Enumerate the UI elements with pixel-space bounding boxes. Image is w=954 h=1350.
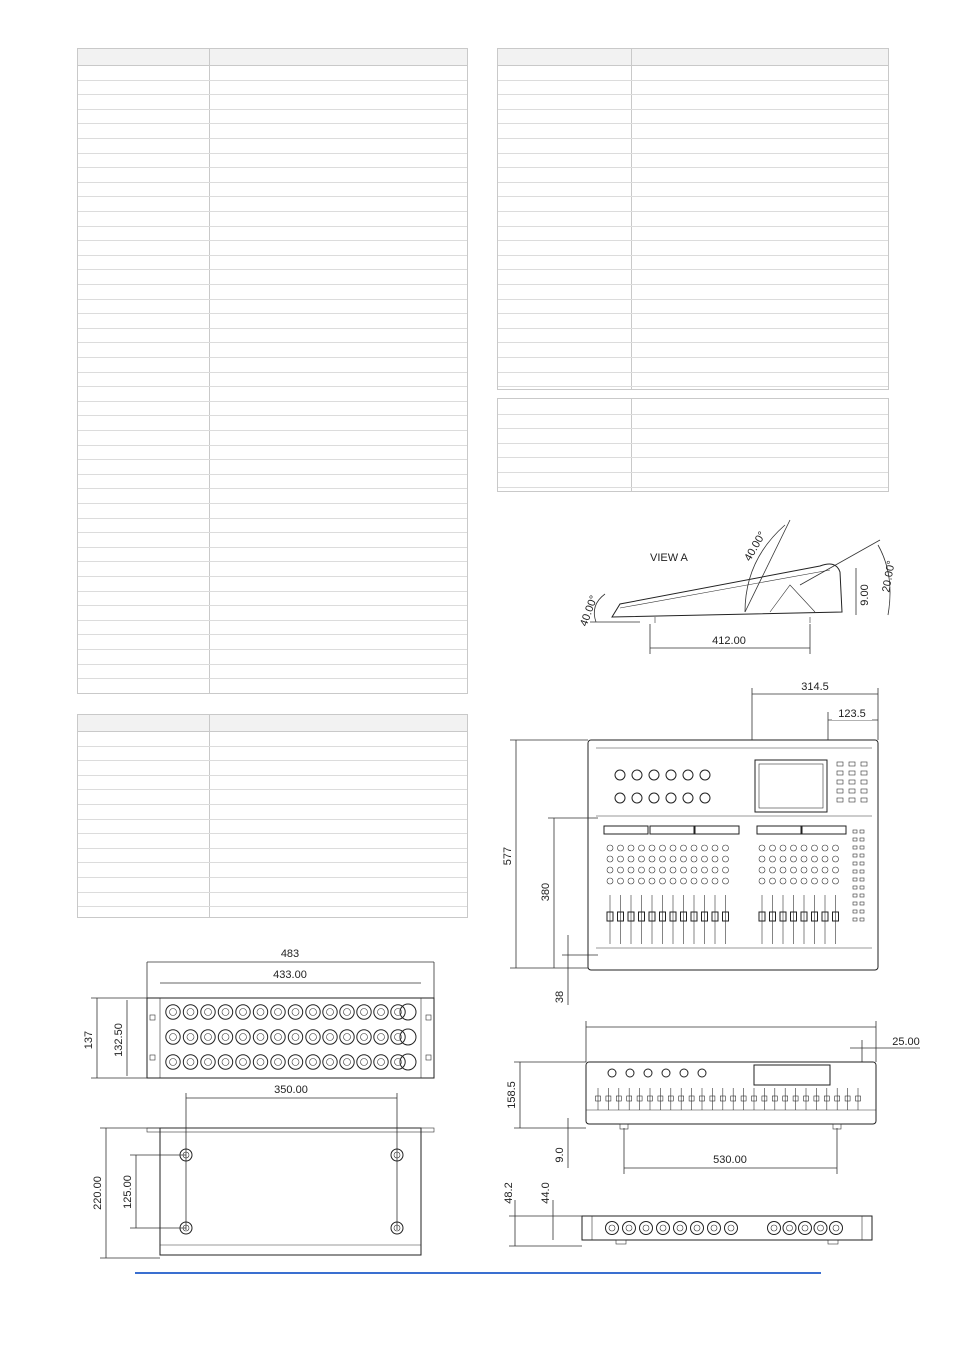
- knob: [632, 770, 642, 780]
- channel-knob: [628, 856, 634, 862]
- xlr-connector-inner: [257, 1009, 264, 1016]
- xlr-connector-inner: [275, 1059, 282, 1066]
- knob: [666, 793, 676, 803]
- channel-knob: [702, 845, 708, 851]
- channel-knob: [723, 845, 729, 851]
- screen-width-label: 314.5: [801, 681, 829, 693]
- knob: [615, 770, 625, 780]
- channel-knob: [791, 867, 797, 873]
- channel-knob: [770, 878, 776, 884]
- knob: [662, 1069, 670, 1077]
- channel-knob: [801, 845, 807, 851]
- channel-knob: [681, 878, 687, 884]
- button: [860, 902, 864, 905]
- button: [853, 878, 857, 881]
- rack-top-view: [92, 1084, 434, 1258]
- channel-knob: [801, 878, 807, 884]
- button: [861, 780, 867, 784]
- xlr-connector: [374, 1030, 388, 1044]
- channel-knob: [712, 867, 718, 873]
- knob: [698, 1069, 706, 1077]
- channel-knob: [607, 845, 613, 851]
- channel-knob: [649, 856, 655, 862]
- channel-knob: [691, 867, 697, 873]
- scribble-strip: [695, 826, 739, 834]
- channel-knob: [833, 856, 839, 862]
- xlr-connector-inner: [275, 1009, 282, 1016]
- xlr-connector: [323, 1055, 337, 1069]
- xlr-connector: [814, 1222, 827, 1235]
- xlr-connector-inner: [626, 1225, 632, 1231]
- channel-knob: [691, 878, 697, 884]
- xlr-connector-inner: [205, 1009, 212, 1016]
- xlr-connector-inner: [292, 1034, 299, 1041]
- button: [853, 870, 857, 873]
- channel-knob: [791, 878, 797, 884]
- channel-knob: [723, 878, 729, 884]
- console-side-view: [578, 520, 898, 654]
- button: [860, 854, 864, 857]
- xlr-connector-inner: [677, 1225, 683, 1231]
- xlr-connector: [374, 1005, 388, 1019]
- channel-knob: [628, 878, 634, 884]
- xlr-connector: [201, 1030, 215, 1044]
- scribble-strip: [757, 826, 801, 834]
- xlr-connector: [253, 1030, 267, 1044]
- xlr-connector-inner: [222, 1009, 229, 1016]
- xlr-connector-inner: [378, 1009, 385, 1016]
- channel-knob: [712, 845, 718, 851]
- stagebox-front-view: [503, 1182, 872, 1246]
- xlr-connector-inner: [292, 1059, 299, 1066]
- xlr-connector: [340, 1005, 354, 1019]
- rack-front-view: [83, 948, 434, 1078]
- button: [860, 846, 864, 849]
- knob: [615, 793, 625, 803]
- button: [837, 780, 843, 784]
- rack-hole-depth-label: 125.00: [122, 1175, 134, 1209]
- xlr-connector-inner: [833, 1225, 839, 1231]
- channel-knob: [628, 867, 634, 873]
- scribble-strip: [650, 826, 694, 834]
- channel-knob: [833, 845, 839, 851]
- xlr-connector: [306, 1055, 320, 1069]
- rack-height-label: 137: [83, 1030, 95, 1050]
- button: [853, 838, 857, 841]
- channel-knob: [770, 856, 776, 862]
- channel-knob: [660, 845, 666, 851]
- channel-knob: [812, 856, 818, 862]
- xlr-connector: [391, 1030, 405, 1044]
- xlr-connector: [400, 1004, 416, 1020]
- channel-knob: [822, 856, 828, 862]
- knob: [683, 793, 693, 803]
- xlr-connector: [391, 1005, 405, 1019]
- channel-knob: [691, 856, 697, 862]
- console-top-view: [502, 681, 878, 1005]
- xlr-connector-inner: [275, 1034, 282, 1041]
- channel-knob: [801, 867, 807, 873]
- front-foot-span-label: 530.00: [713, 1154, 747, 1166]
- knob: [683, 770, 693, 780]
- xlr-connector: [288, 1030, 302, 1044]
- xlr-connector: [623, 1222, 636, 1235]
- xlr-connector: [183, 1030, 197, 1044]
- xlr-connector-inner: [344, 1009, 351, 1016]
- surface-depth-label: 380: [540, 882, 552, 902]
- stagebox-inner-height-label: 44.0: [540, 1182, 552, 1204]
- xlr-connector: [830, 1222, 843, 1235]
- xlr-connector: [323, 1030, 337, 1044]
- rack-depth-label: 220.00: [92, 1176, 104, 1210]
- front-control-strip: [596, 1069, 861, 1110]
- xlr-connector-inner: [344, 1059, 351, 1066]
- xlr-connector: [271, 1030, 285, 1044]
- xlr-connector: [400, 1054, 416, 1070]
- knob: [700, 793, 710, 803]
- button: [853, 894, 857, 897]
- channel-knob: [639, 856, 645, 862]
- button: [853, 854, 857, 857]
- channel-knob: [639, 845, 645, 851]
- back-angle-label: 20.00°: [880, 559, 898, 594]
- knob: [608, 1069, 616, 1077]
- xlr-connector: [183, 1055, 197, 1069]
- channel-knob: [649, 845, 655, 851]
- xlr-connector-inner: [310, 1059, 317, 1066]
- xlr-connector-inner: [222, 1059, 229, 1066]
- xlr-connector: [640, 1222, 653, 1235]
- channel-knob: [822, 867, 828, 873]
- rack-hole-span-label: 350.00: [274, 1084, 308, 1096]
- xlr-connector: [391, 1055, 405, 1069]
- channel-knob: [618, 867, 624, 873]
- xlr-connector-inner: [361, 1034, 368, 1041]
- channel-knob: [780, 856, 786, 862]
- channel-knob: [607, 856, 613, 862]
- channel-knob: [759, 878, 765, 884]
- knob: [666, 770, 676, 780]
- xlr-connector-inner: [327, 1009, 334, 1016]
- xlr-connector: [183, 1005, 197, 1019]
- button: [861, 798, 867, 802]
- top-knob-rows: [604, 762, 867, 834]
- xlr-connector: [253, 1005, 267, 1019]
- button: [860, 862, 864, 865]
- channel-knob: [670, 856, 676, 862]
- knob: [649, 793, 659, 803]
- channel-knob: [618, 845, 624, 851]
- xlr-connector-inner: [257, 1034, 264, 1041]
- button: [853, 846, 857, 849]
- scribble-strip: [802, 826, 846, 834]
- button: [849, 798, 855, 802]
- knob: [632, 793, 642, 803]
- xlr-connector: [166, 1030, 180, 1044]
- xlr-connector-inner: [344, 1034, 351, 1041]
- xlr-connector-inner: [310, 1034, 317, 1041]
- knob: [644, 1069, 652, 1077]
- xlr-connector-inner: [222, 1034, 229, 1041]
- channel-knob: [780, 878, 786, 884]
- knob: [680, 1069, 688, 1077]
- panel-width-label: 123.5: [838, 708, 866, 720]
- channel-knob: [607, 867, 613, 873]
- xlr-connector: [218, 1055, 232, 1069]
- xlr-connector-inner: [187, 1059, 194, 1066]
- stagebox-connector-row: [606, 1222, 843, 1235]
- channel-knob: [812, 845, 818, 851]
- button: [853, 830, 857, 833]
- xlr-connector-inner: [170, 1009, 177, 1016]
- front-lip-label: 38: [554, 990, 566, 1004]
- xlr-connector: [340, 1055, 354, 1069]
- channel-knob: [670, 867, 676, 873]
- button: [861, 762, 867, 766]
- channel-knob: [759, 845, 765, 851]
- xlr-connector-inner: [643, 1225, 649, 1231]
- xlr-connector-inner: [327, 1034, 334, 1041]
- button: [860, 918, 864, 921]
- xlr-connector: [725, 1222, 738, 1235]
- button: [849, 789, 855, 793]
- channel-knob: [759, 867, 765, 873]
- button: [837, 789, 843, 793]
- channel-knob: [723, 867, 729, 873]
- channel-knob: [660, 856, 666, 862]
- channel-knob: [691, 845, 697, 851]
- channel-knob: [649, 867, 655, 873]
- button: [837, 771, 843, 775]
- channel-knob: [770, 867, 776, 873]
- channel-knob: [812, 867, 818, 873]
- stagebox-height-label: 48.2: [503, 1182, 515, 1204]
- channel-knob: [833, 878, 839, 884]
- button: [860, 910, 864, 913]
- xlr-connector-inner: [660, 1225, 666, 1231]
- xlr-connector-inner: [787, 1225, 793, 1231]
- xlr-connector-inner: [361, 1009, 368, 1016]
- channel-knob: [780, 845, 786, 851]
- xlr-connector: [306, 1005, 320, 1019]
- xlr-connector: [253, 1055, 267, 1069]
- knob: [700, 770, 710, 780]
- xlr-connector-inner: [378, 1034, 385, 1041]
- channel-knob: [649, 878, 655, 884]
- knob: [626, 1069, 634, 1077]
- xlr-connector: [708, 1222, 721, 1235]
- button: [853, 862, 857, 865]
- xlr-connector: [674, 1222, 687, 1235]
- channel-knob: [628, 845, 634, 851]
- footer-rule: [135, 1272, 821, 1274]
- channel-knob: [702, 867, 708, 873]
- button: [849, 762, 855, 766]
- xlr-connector-inner: [257, 1059, 264, 1066]
- channel-knob: [812, 878, 818, 884]
- xlr-connector: [218, 1005, 232, 1019]
- xlr-connector-inner: [327, 1059, 334, 1066]
- channel-knob: [712, 878, 718, 884]
- button: [860, 894, 864, 897]
- channel-knob: [702, 878, 708, 884]
- xlr-connector-inner: [187, 1009, 194, 1016]
- knob: [649, 770, 659, 780]
- channel-knob: [681, 867, 687, 873]
- button: [860, 830, 864, 833]
- xlr-connector: [306, 1030, 320, 1044]
- button: [849, 771, 855, 775]
- xlr-connector-inner: [711, 1225, 717, 1231]
- xlr-connector: [799, 1222, 812, 1235]
- screen-angle-label: 40.00°: [742, 529, 769, 564]
- side-offset-label: 25.00: [892, 1036, 920, 1048]
- button: [860, 870, 864, 873]
- front-height-label: 158.5: [506, 1081, 518, 1109]
- channel-knob: [801, 856, 807, 862]
- xlr-connector: [357, 1030, 371, 1044]
- channel-knob: [702, 856, 708, 862]
- xlr-connector: [271, 1055, 285, 1069]
- rack-inner-height-label: 132.50: [113, 1023, 125, 1057]
- button: [849, 780, 855, 784]
- channel-knob: [791, 856, 797, 862]
- channel-knob: [822, 878, 828, 884]
- xlr-connector: [166, 1055, 180, 1069]
- channel-knob: [670, 845, 676, 851]
- channel-knob: [681, 845, 687, 851]
- channel-knob: [670, 878, 676, 884]
- channel-knob: [780, 867, 786, 873]
- xlr-connector-inner: [771, 1225, 777, 1231]
- channel-knob: [759, 856, 765, 862]
- xlr-connector-inner: [170, 1059, 177, 1066]
- channel-knob: [639, 878, 645, 884]
- view-a-label: VIEW A: [650, 552, 688, 564]
- button: [861, 771, 867, 775]
- xlr-connector: [236, 1005, 250, 1019]
- xlr-connector-inner: [205, 1059, 212, 1066]
- xlr-connector: [606, 1222, 619, 1235]
- xlr-connector: [236, 1030, 250, 1044]
- xlr-connector-inner: [378, 1059, 385, 1066]
- xlr-connector-grid: [166, 1004, 416, 1070]
- xlr-connector: [768, 1222, 781, 1235]
- xlr-connector-inner: [240, 1059, 247, 1066]
- button: [853, 910, 857, 913]
- channel-knob: [618, 856, 624, 862]
- xlr-connector-inner: [240, 1034, 247, 1041]
- xlr-connector-inner: [205, 1034, 212, 1041]
- xlr-connector-inner: [310, 1009, 317, 1016]
- xlr-connector: [201, 1055, 215, 1069]
- rear-height-label: 9.00: [859, 584, 871, 606]
- button: [860, 838, 864, 841]
- channel-knob: [791, 845, 797, 851]
- foot-span-label: 412.00: [712, 635, 746, 647]
- button: [837, 798, 843, 802]
- button: [861, 789, 867, 793]
- xlr-connector-inner: [818, 1225, 824, 1231]
- console-front-view: [506, 1021, 920, 1174]
- button: [860, 886, 864, 889]
- xlr-connector: [400, 1029, 416, 1045]
- xlr-connector-inner: [609, 1225, 615, 1231]
- xlr-connector: [374, 1055, 388, 1069]
- xlr-connector-inner: [292, 1009, 299, 1016]
- channel-knob: [681, 856, 687, 862]
- channel-knob: [770, 845, 776, 851]
- channel-knob: [639, 867, 645, 873]
- xlr-connector-inner: [802, 1225, 808, 1231]
- xlr-connector: [691, 1222, 704, 1235]
- xlr-connector: [323, 1005, 337, 1019]
- xlr-connector-inner: [728, 1225, 734, 1231]
- xlr-connector: [218, 1030, 232, 1044]
- xlr-connector: [357, 1005, 371, 1019]
- channel-knob: [660, 867, 666, 873]
- xlr-connector: [201, 1005, 215, 1019]
- rack-inner-width-label: 433.00: [273, 969, 307, 981]
- xlr-connector: [340, 1030, 354, 1044]
- xlr-connector-inner: [187, 1034, 194, 1041]
- xlr-connector-inner: [694, 1225, 700, 1231]
- depth-label: 577: [502, 846, 514, 866]
- xlr-connector: [236, 1055, 250, 1069]
- channel-knob: [833, 867, 839, 873]
- rack-width-label: 483: [280, 948, 300, 960]
- channel-knob: [607, 878, 613, 884]
- xlr-connector: [357, 1055, 371, 1069]
- xlr-connector-inner: [170, 1034, 177, 1041]
- xlr-connector: [288, 1055, 302, 1069]
- scribble-strip: [604, 826, 648, 834]
- channel-knob: [712, 856, 718, 862]
- button: [853, 918, 857, 921]
- channel-knob: [660, 878, 666, 884]
- foot-height-label: 9.0: [554, 1147, 566, 1163]
- xlr-connector-inner: [240, 1009, 247, 1016]
- xlr-connector: [783, 1222, 796, 1235]
- button: [853, 886, 857, 889]
- button: [837, 762, 843, 766]
- button: [860, 878, 864, 881]
- xlr-connector: [657, 1222, 670, 1235]
- front-angle-label: 40.00°: [578, 593, 601, 629]
- xlr-connector: [271, 1005, 285, 1019]
- channel-knob: [822, 845, 828, 851]
- fader-strips: [607, 830, 864, 944]
- xlr-connector: [166, 1005, 180, 1019]
- channel-knob: [618, 878, 624, 884]
- xlr-connector-inner: [361, 1059, 368, 1066]
- channel-knob: [723, 856, 729, 862]
- xlr-connector: [288, 1005, 302, 1019]
- button: [853, 902, 857, 905]
